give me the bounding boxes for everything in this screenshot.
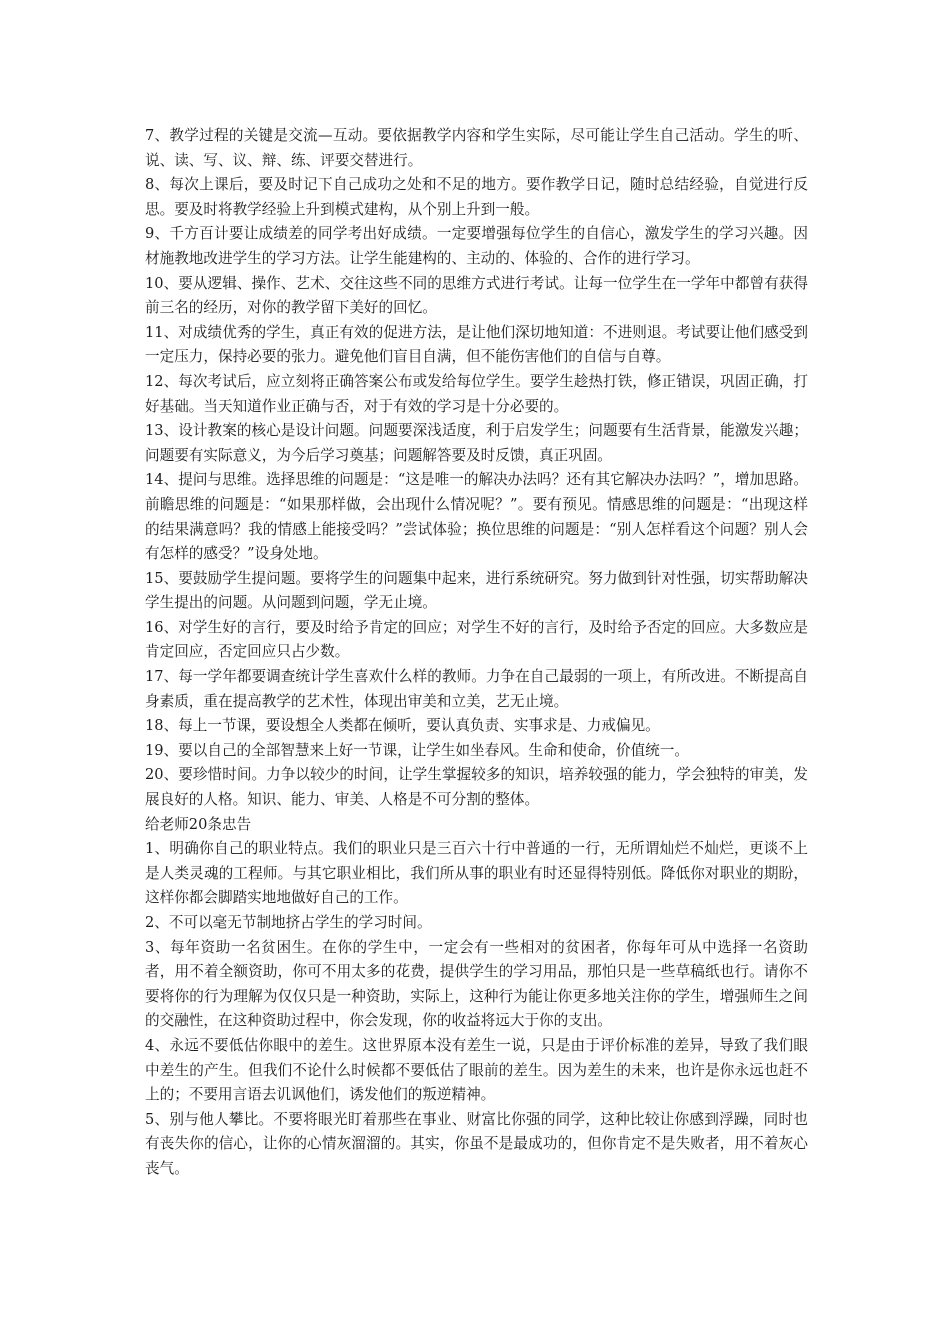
paragraph-item-8: 8、每次上课后，要及时记下自己成功之处和不足的地方。要作教学日记，随时总结经验，自觉进行反思。要及时将教学经验上升到模式建构，从个别上升到一般。 <box>145 176 808 218</box>
paragraph-item-7: 7、教学过程的关键是交流—互动。要依据教学内容和学生实际，尽可能让学生自己活动。学生的听、说、读、写、议、辩、练、评要交替进行。 <box>145 127 808 169</box>
advice-item-1: 1、明确你自己的职业特点。我们的职业只是三百六十行中普通的一行，无所谓灿烂不灿烂，更谈不上是人类灵魂的工程师。与其它职业相比，我们所从事的职业有时还显得特别低。降低你对职业的期盼，这样你都会脚踏实地地做好自己的工作。 <box>145 840 808 907</box>
advice-item-5: 5、别与他人攀比。不要将眼光盯着那些在事业、财富比你强的同学，这种比较让你感到浮躁，同时也有丧失你的信心，让你的心情灰溜溜的。其实，你虽不是最成功的，但你肯定不是失败者，用不着灰心丧气。 <box>145 1110 808 1177</box>
advice-item-4: 4、永远不要低估你眼中的差生。这世界原本没有差生一说，只是由于评价标准的差异，导致了我们眼中差生的产生。但我们不论什么时候都不要低估了眼前的差生。因为差生的未来，也许是你永远也赶不上的；不要用言语去讥讽他们，诱发他们的叛逆精神。 <box>145 1036 808 1104</box>
advice-item-3: 3、每年资助一名贫困生。在你的学生中，一定会有一些相对的贫困者，你每年可从中选择一名资助者，用不着全额资助，你可不用太多的花费，提供学生的学习用品，那怕只是一些草稿纸也行。请你不要将你的行为理解为仅仅只是一种资助，实际上，这种行为能让你更多地关注你的学生，增强师生之间的交融性，在这种资助过程中，你会发现，你的收益将远大于你的支出。 <box>145 938 808 1030</box>
paragraph-item-19: 19、要以自己的全部智慧来上好一节课，让学生如坐春风。生命和使命，价值统一。 <box>145 741 689 759</box>
paragraph-item-11: 11、对成绩优秀的学生，真正有效的促进方法，是让他们深切地知道：不进则退。考试要让他们感受到一定压力，保持必要的张力。避免他们盲目自满，但不能伤害他们的自信与自尊。 <box>145 323 808 366</box>
paragraph-item-20: 20、要珍惜时间。力争以较少的时间，让学生掌握较多的知识，培养较强的能力，学会独特的审美，发展良好的人格。知识、能力、审美、人格是不可分割的整体。 <box>145 766 808 809</box>
paragraph-item-14: 14、提问与思维。选择思维的问题是：“这是唯一的解决办法吗？还有其它解决办法吗？”，增加思路。前瞻思维的问题是：“如果那样做，会出现什么情况呢？”。要有预见。情感思维的问题是：“出现这样的结果满意吗？我的情感上能接受吗？”尝试体验；换位思维的问题是：“别人怎样看这个问题？别人会有怎样的感受？”设身处地。 <box>145 471 808 563</box>
document-page <box>145 124 808 1182</box>
paragraph-item-15: 15、要鼓励学生提问题。要将学生的问题集中起来，进行系统研究。努力做到针对性强，切实帮助解决学生提出的问题。从问题到问题，学无止境。 <box>145 569 808 612</box>
paragraph-item-12: 12、每次考试后，应立刻将正确答案公布或发给每位学生。要学生趁热打铁，修正错误，巩固正确，打好基础。当天知道作业正确与否，对于有效的学习是十分必要的。 <box>145 372 808 415</box>
paragraph-item-13: 13、设计教案的核心是设计问题。问题要深浅适度，利于启发学生；问题要有生活背景，能激发兴趣；问题要有实际意义，为今后学习奠基；问题解答要及时反馈，真正巩固。 <box>145 422 808 464</box>
section-heading: 给老师20条忠告 <box>145 815 252 833</box>
advice-item-2: 2、不可以毫无节制地挤占学生的学习时间。 <box>145 914 432 931</box>
paragraph-item-17: 17、每一学年都要调查统计学生喜欢什么样的教师。力争在自己最弱的一项上，有所改进。不断提高自身素质，重在提高教学的艺术性，体现出审美和立美，艺无止境。 <box>145 668 808 710</box>
paragraph-item-18: 18、每上一节课，要设想全人类都在倾听，要认真负责、实事求是、力戒偏见。 <box>145 717 660 735</box>
paragraph-item-16: 16、对学生好的言行，要及时给予肯定的回应；对学生不好的言行，及时给予否定的回应。大多数应是肯定回应，否定回应只占少数。 <box>145 618 808 661</box>
paragraph-item-10: 10、要从逻辑、操作、艺术、交往这些不同的思维方式进行考试。让每一位学生在一学年中都曾有获得前三名的经历，对你的教学留下美好的回忆。 <box>145 274 808 317</box>
paragraph-item-9: 9、千方百计要让成绩差的同学考出好成绩。一定要增强每位学生的自信心，激发学生的学习兴趣。因材施教地改进学生的学习方法。让学生能建构的、主动的、体验的、合作的进行学习。 <box>145 225 808 267</box>
